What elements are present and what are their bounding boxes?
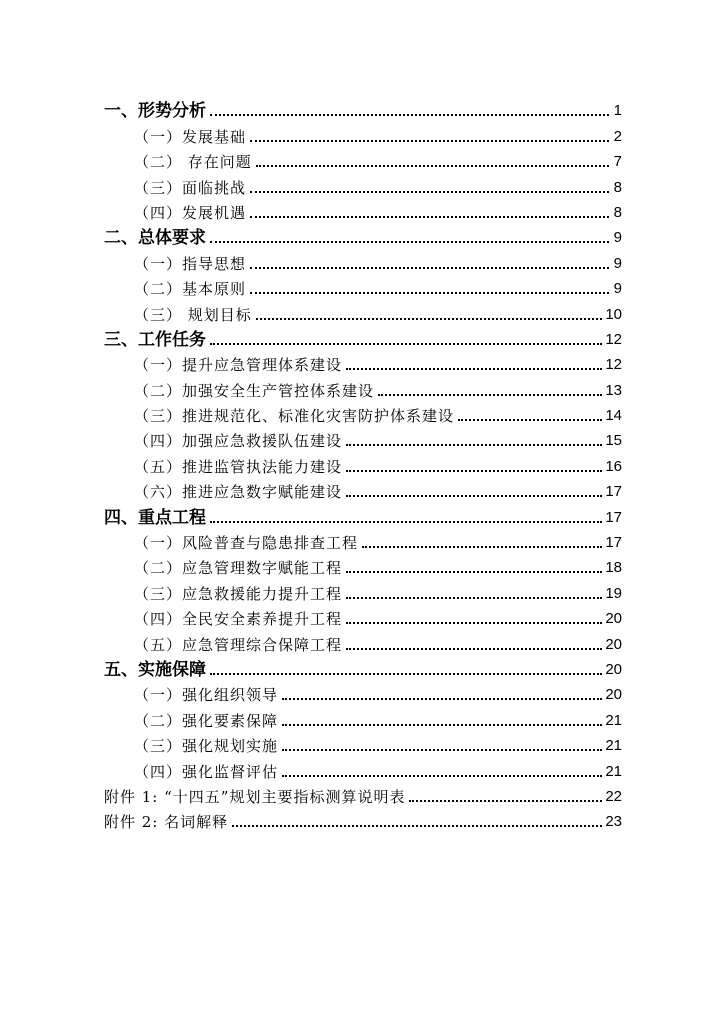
- toc-page-number: 9: [613, 254, 622, 272]
- toc-page-number: 13: [605, 381, 622, 399]
- dot-leader: [409, 800, 602, 802]
- dot-leader: [250, 292, 609, 294]
- toc-page-number: 9: [613, 280, 622, 298]
- toc-entry-title: （二）应急管理数字赋能工程: [134, 559, 343, 578]
- toc-subsection-entry[interactable]: [0, 451, 724, 476]
- toc-entry-title: （二） 存在问题: [134, 153, 252, 172]
- toc-page-number: 21: [605, 737, 622, 755]
- toc-section-entry[interactable]: [0, 223, 724, 248]
- toc-page-number: 21: [605, 711, 622, 729]
- toc-page-number: 1: [613, 102, 622, 120]
- toc-entry-title: （四）加强应急救援队伍建设: [134, 432, 343, 451]
- toc-entry-title: 附件 1: “十四五”规划主要指标测算说明表: [104, 787, 406, 806]
- toc-entry-title: （三）应急救援能力提升工程: [134, 584, 343, 603]
- dot-leader: [210, 343, 602, 345]
- dot-leader: [282, 749, 602, 751]
- toc-entry-title: （六）推进应急数字赋能建设: [134, 483, 343, 502]
- toc-entry-title: 三、工作任务: [104, 329, 206, 350]
- toc-subsection-entry[interactable]: [0, 477, 724, 502]
- dot-leader: [250, 140, 609, 142]
- dot-leader: [232, 825, 602, 827]
- dot-leader: [346, 368, 602, 370]
- toc-page-number: 20: [605, 610, 622, 628]
- toc-subsection-entry[interactable]: [0, 629, 724, 654]
- toc-entry-title: （四）全民安全素养提升工程: [134, 610, 343, 629]
- dot-leader: [458, 419, 602, 421]
- toc-attachment-entry[interactable]: [0, 807, 724, 832]
- toc-subsection-entry[interactable]: [0, 756, 724, 781]
- dot-leader: [256, 165, 609, 167]
- toc-entry-title: （一）风险普查与隐患排查工程: [134, 534, 359, 553]
- toc-section-entry[interactable]: [0, 325, 724, 350]
- toc-page-number: 8: [613, 178, 622, 196]
- toc-page-number: 19: [605, 584, 622, 602]
- toc-page-number: 20: [605, 635, 622, 653]
- toc-subsection-entry[interactable]: [0, 578, 724, 603]
- toc-attachment-entry[interactable]: [0, 782, 724, 807]
- dot-leader: [250, 191, 609, 193]
- toc-entry-title: 附件 2: 名词解释: [104, 813, 229, 832]
- toc-entry-title: （二）强化要素保障: [134, 711, 279, 730]
- dot-leader: [250, 216, 609, 218]
- dot-leader: [346, 597, 602, 599]
- dot-leader: [362, 546, 602, 548]
- dot-leader: [346, 622, 602, 624]
- dot-leader: [210, 521, 602, 523]
- toc-subsection-entry[interactable]: [0, 172, 724, 197]
- toc-entry-title: （四）强化监督评估: [134, 762, 279, 781]
- dot-leader: [346, 444, 602, 446]
- toc-subsection-entry[interactable]: [0, 426, 724, 451]
- toc-entry-title: （三） 规划目标: [134, 305, 252, 324]
- toc-entry-title: （三）推进规范化、标准化灾害防护体系建设: [134, 407, 455, 426]
- toc-page-number: 20: [605, 686, 622, 704]
- toc-entry-title: 五、实施保障: [104, 659, 206, 680]
- dot-leader: [210, 114, 609, 116]
- toc-page-number: 18: [605, 559, 622, 577]
- toc-entry-title: （五）应急管理综合保障工程: [134, 635, 343, 654]
- toc-page-number: 9: [613, 229, 622, 247]
- toc-entry-title: （三）面临挑战: [134, 178, 247, 197]
- toc-section-entry[interactable]: [0, 502, 724, 527]
- toc-subsection-entry[interactable]: [0, 198, 724, 223]
- dot-leader: [378, 394, 602, 396]
- dot-leader: [210, 241, 609, 243]
- toc-entry-title: （一）指导思想: [134, 254, 247, 273]
- toc-subsection-entry[interactable]: [0, 401, 724, 426]
- toc-entry-title: 二、总体要求: [104, 228, 206, 249]
- toc-subsection-entry[interactable]: [0, 299, 724, 324]
- toc-page-number: 23: [605, 813, 622, 831]
- toc-subsection-entry[interactable]: [0, 680, 724, 705]
- toc-page-number: 20: [605, 660, 622, 678]
- toc-page-number: 22: [605, 787, 622, 805]
- toc-entry-title: （一）发展基础: [134, 127, 247, 146]
- dot-leader: [346, 470, 602, 472]
- toc-entry-title: （四）发展机遇: [134, 203, 247, 222]
- toc-entry-title: （五）推进监管执法能力建设: [134, 457, 343, 476]
- toc-entry-title: 四、重点工程: [104, 507, 206, 528]
- toc-entry-title: （一）提升应急管理体系建设: [134, 356, 343, 375]
- toc-subsection-entry[interactable]: [0, 121, 724, 146]
- dot-leader: [282, 698, 602, 700]
- toc-subsection-entry[interactable]: [0, 705, 724, 730]
- dot-leader: [282, 775, 602, 777]
- toc-page-number: 12: [605, 330, 622, 348]
- toc-page-number: 2: [613, 127, 622, 145]
- toc-subsection-entry[interactable]: [0, 375, 724, 400]
- toc-subsection-entry[interactable]: [0, 528, 724, 553]
- toc-entry-title: 一、形势分析: [104, 101, 206, 122]
- toc-page-number: 15: [605, 432, 622, 450]
- dot-leader: [256, 318, 603, 320]
- toc-page-number: 16: [605, 457, 622, 475]
- toc-section-entry[interactable]: [0, 96, 724, 121]
- dot-leader: [210, 673, 602, 675]
- toc-subsection-entry[interactable]: [0, 350, 724, 375]
- toc-page-number: 14: [605, 407, 622, 425]
- toc-page-number: 7: [613, 153, 622, 171]
- toc-page-number: 8: [613, 203, 622, 221]
- dot-leader: [346, 495, 602, 497]
- dot-leader: [346, 571, 602, 573]
- toc-entry-title: （一）强化组织领导: [134, 686, 279, 705]
- dot-leader: [346, 648, 602, 650]
- toc-subsection-entry[interactable]: [0, 274, 724, 299]
- toc-page-number: 17: [605, 534, 622, 552]
- toc-subsection-entry[interactable]: [0, 248, 724, 273]
- toc-subsection-entry[interactable]: [0, 604, 724, 629]
- toc-entry-title: （二）基本原则: [134, 280, 247, 299]
- toc-page-number: 17: [605, 508, 622, 526]
- dot-leader: [282, 724, 602, 726]
- toc-page-number: 21: [605, 762, 622, 780]
- toc-subsection-entry[interactable]: [0, 147, 724, 172]
- toc-page-number: 10: [605, 305, 622, 323]
- toc-page-number: 17: [605, 483, 622, 501]
- toc-page-number: 12: [605, 356, 622, 374]
- toc-subsection-entry[interactable]: [0, 553, 724, 578]
- toc-entry-title: （二）加强安全生产管控体系建设: [134, 381, 375, 400]
- toc-section-entry[interactable]: [0, 655, 724, 680]
- toc-entry-title: （三）强化规划实施: [134, 737, 279, 756]
- table-of-contents: [0, 96, 724, 832]
- toc-subsection-entry[interactable]: [0, 731, 724, 756]
- dot-leader: [250, 267, 609, 269]
